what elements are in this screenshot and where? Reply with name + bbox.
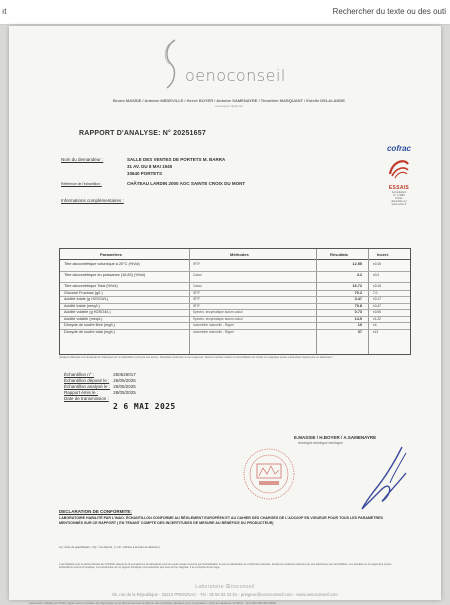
row-method: IRTF xyxy=(193,297,201,301)
header-parametres: Paramètres xyxy=(100,252,122,257)
cofrac-small-4: www.cofrac.fr xyxy=(391,203,407,206)
demandeur-line-2: 31 AV. DU 8 MAI 1945 xyxy=(127,164,173,169)
row-param: Glucose Fructose (g/L) xyxy=(64,290,103,295)
demandeur-line-3: 33640 PORTETS xyxy=(127,171,163,176)
abbreviation-legend: LQ : limite de quantification ; NQ : non détecté ; (< LD : inférieur à la limite de détection) xyxy=(59,546,160,549)
cofrac-small-1: N° 1-0880 xyxy=(393,194,405,197)
logo-mark-icon xyxy=(161,38,179,90)
analysis-results-table xyxy=(59,248,411,355)
laboratory-stamp-icon xyxy=(239,446,299,502)
date-label: Échantillon n° : xyxy=(64,372,95,377)
date-value: 26/05/2025 xyxy=(113,378,136,383)
cofrac-emblem-icon xyxy=(386,154,412,180)
row-method: Calcul xyxy=(193,284,202,288)
row-result: 12.55 xyxy=(352,262,362,266)
row-result: 70.2 xyxy=(354,290,362,295)
declaration-title: DECLARATION DE CONFORMITE: xyxy=(59,509,132,514)
document-page xyxy=(9,26,441,605)
date-label: Rapport émis le : xyxy=(64,390,99,395)
date-value: 250526017 xyxy=(113,372,136,377)
date-label: Date de transmission : xyxy=(64,396,109,401)
row-result: 4.2 xyxy=(356,273,362,277)
row-param: Titre alcoométrique Total (%Vol) xyxy=(64,284,118,288)
row-uncertainty: ±0.15 xyxy=(373,262,381,266)
report-title: RAPPORT D'ANALYSE: N° 20251657 xyxy=(79,130,206,137)
accreditation-fine-print: L'accréditation par la section Essais du COFRAC atteste de la compétence du laboratoire pour les seuls essais couverts par l'accréditation et pour la déclaration de conformité associée. Seules les analyses repérées par une astérisque sont accréditées. Les résultats ne se rapportent qu'aux échantillons soumis à l'analyse. La reproduction de ce rapport d'analyse n'est autorisée que sous forme intégrale. Il se compose d'une page. xyxy=(59,563,392,570)
table-header-row xyxy=(60,249,410,260)
row-result: 16.72 xyxy=(352,284,362,288)
row-divider xyxy=(60,271,410,272)
footer-address: 55, rue de la République - 33210 PREIGNAC - Tél : 05 56 62 33 51 - preignac@oenoconseil.com - www.oenoconseil.com xyxy=(112,592,338,597)
logo-text: oenoconseil xyxy=(185,66,286,85)
reference-label: Référence de l'échantillon : xyxy=(61,182,102,186)
row-method: Iodométrie manuelle - Ripper xyxy=(193,323,235,327)
header-incert: Incert. xyxy=(377,252,390,257)
row-uncertainty: ±1.22 xyxy=(373,316,381,321)
date-value: 28/05/2025 xyxy=(113,390,136,395)
table-divider xyxy=(189,249,190,354)
cofrac-essais-label: ESSAIS xyxy=(388,185,410,191)
table-divider xyxy=(368,249,369,354)
date-value: 26/05/2025 xyxy=(113,384,136,389)
oenologists-names: Bruno MASSIE / Antoine MEDEVILLE / Hervé BOYER / Antoine SAMENAYRE / Timothée MARQUANT / Estelle DELALANDE xyxy=(113,98,345,103)
row-divider xyxy=(60,282,410,283)
row-result: 0.73 xyxy=(354,310,362,314)
viewer-toolbar xyxy=(0,0,450,25)
footer-lab-name: Laboratoire Œnoconseil xyxy=(195,584,255,590)
row-uncertainty: ±0.15 xyxy=(373,284,381,288)
row-param: Dioxyde de soufre total (mg/L) xyxy=(64,329,115,334)
header-methodes: Méthodes xyxy=(230,252,249,257)
row-uncertainty: ±12 xyxy=(373,329,379,334)
row-method: Calcul xyxy=(193,273,202,277)
row-method: Spectro. enzymatique autom calcul xyxy=(193,316,243,321)
table-footnote: (Analyse effectuée à la demande de l'intéressé sur un échantillon remis par ses soins) - Résultats conformes à nos exigences. Toute la mention relative à l'accréditation du Cofrac ne s'applique qu'aux paramètres repérés par un astérisque *. xyxy=(59,356,335,359)
signers-roles: œnologue œnologue œnologue xyxy=(298,441,343,445)
row-uncertainty: ±3.47 xyxy=(373,303,381,308)
row-uncertainty: ±0.05 xyxy=(373,310,381,314)
row-result: 3.47 xyxy=(354,297,362,301)
toolbar-fragment: ıt xyxy=(2,7,7,16)
footer-legal: Laboratoire habilité par l'INAO, agréé par le ministère de l'Agriculture et de l'Environnement à délivrer des certificats d'analyse pour l'exportation - SAS au capital de 10 000 € - Siret 000 000 000 00000 xyxy=(29,601,277,605)
declaration-text: LABORATOIRE HABILITÉ PAR L'INAO. ÉCHANTILLON CONFORME AU RÈGLEMENT EUROPÉEN ET AU CAHIER DES CHARGES DE L'AOC/IGP EN VIGUEUR POUR TOUS LES PARAMÈTRES MENTIONNÉS SUR CE RAPPORT ( EN TENANT COMPTE DES INCERTITUDES DE MESURE AU BÉNÉFICE DU PRODUCTEUR) xyxy=(59,516,383,525)
row-uncertainty: ±4 xyxy=(373,323,377,327)
oenoconseil-logo xyxy=(159,34,319,94)
row-param: Acidité volatile (meq/L) xyxy=(64,316,103,321)
row-uncertainty: 7.0 xyxy=(373,290,378,295)
row-result: 37 xyxy=(357,329,362,334)
row-result: 70.8 xyxy=(354,303,362,308)
oenologists-subtitle: œnologues diplômés xyxy=(215,104,243,108)
cofrac-small-3: disponible sur xyxy=(391,200,407,203)
row-method: IRTF xyxy=(193,262,201,266)
row-param: Dioxyde de soufre libre (mg/L) xyxy=(64,323,115,327)
row-param: Acidité volatile (g H2SO4/L) xyxy=(64,310,111,314)
table-divider xyxy=(316,249,317,354)
row-method: IRTF xyxy=(193,290,201,295)
row-uncertainty: ±0.2 xyxy=(373,273,380,277)
row-param: Acidité totale (g H2SO4/L) xyxy=(64,297,109,301)
row-method: Spectro. enzymatique autom calcul xyxy=(193,310,243,314)
reference-value: CHÂTEAU LARDIN 2000 AOC SAINTE CROIX DU MONT xyxy=(127,181,246,186)
transmission-date-stamp: 2 6 MAI 2025 xyxy=(113,402,176,411)
demandeur-line-1: SALLE DES VENTES DE PORTETS M. BARRA xyxy=(127,157,226,162)
date-label: Échantillon analysé le : xyxy=(64,384,111,389)
cofrac-accreditation-mark xyxy=(376,144,422,244)
cofrac-small-0: Accréditation xyxy=(391,191,407,194)
info-complementaires-label: Informations complémentaires : xyxy=(61,198,124,203)
row-param: Titre alcoométrique en puissance (16.83) (%Vol) xyxy=(64,273,146,277)
demandeur-label: Nom du demandeur : xyxy=(61,157,104,162)
row-result: 10 xyxy=(357,323,362,327)
cofrac-wordmark: cofrac xyxy=(386,144,411,153)
row-uncertainty: ±0.17 xyxy=(373,297,381,301)
header-resultats: Résultats xyxy=(330,252,349,257)
sample-dates-block xyxy=(64,372,136,402)
search-tools-field[interactable]: Rechercher du texte ou des outi xyxy=(332,7,446,16)
row-result: 14.9 xyxy=(354,316,362,321)
signature-icon xyxy=(354,443,414,513)
row-param: Acidité totale (meq/L) xyxy=(64,303,100,308)
date-label: Échantillon déposé le : xyxy=(64,378,110,383)
row-method: Iodométrie manuelle - Ripper xyxy=(193,329,235,334)
signers-names: E.MASSIE / H.BOYER / A.SAMENAYRE xyxy=(294,435,377,440)
row-method: IRTF xyxy=(193,303,201,308)
cofrac-small-2: Portée xyxy=(395,197,403,200)
row-param: Titre alcoométrique volumique à 20°C (%Vol) xyxy=(64,262,140,266)
